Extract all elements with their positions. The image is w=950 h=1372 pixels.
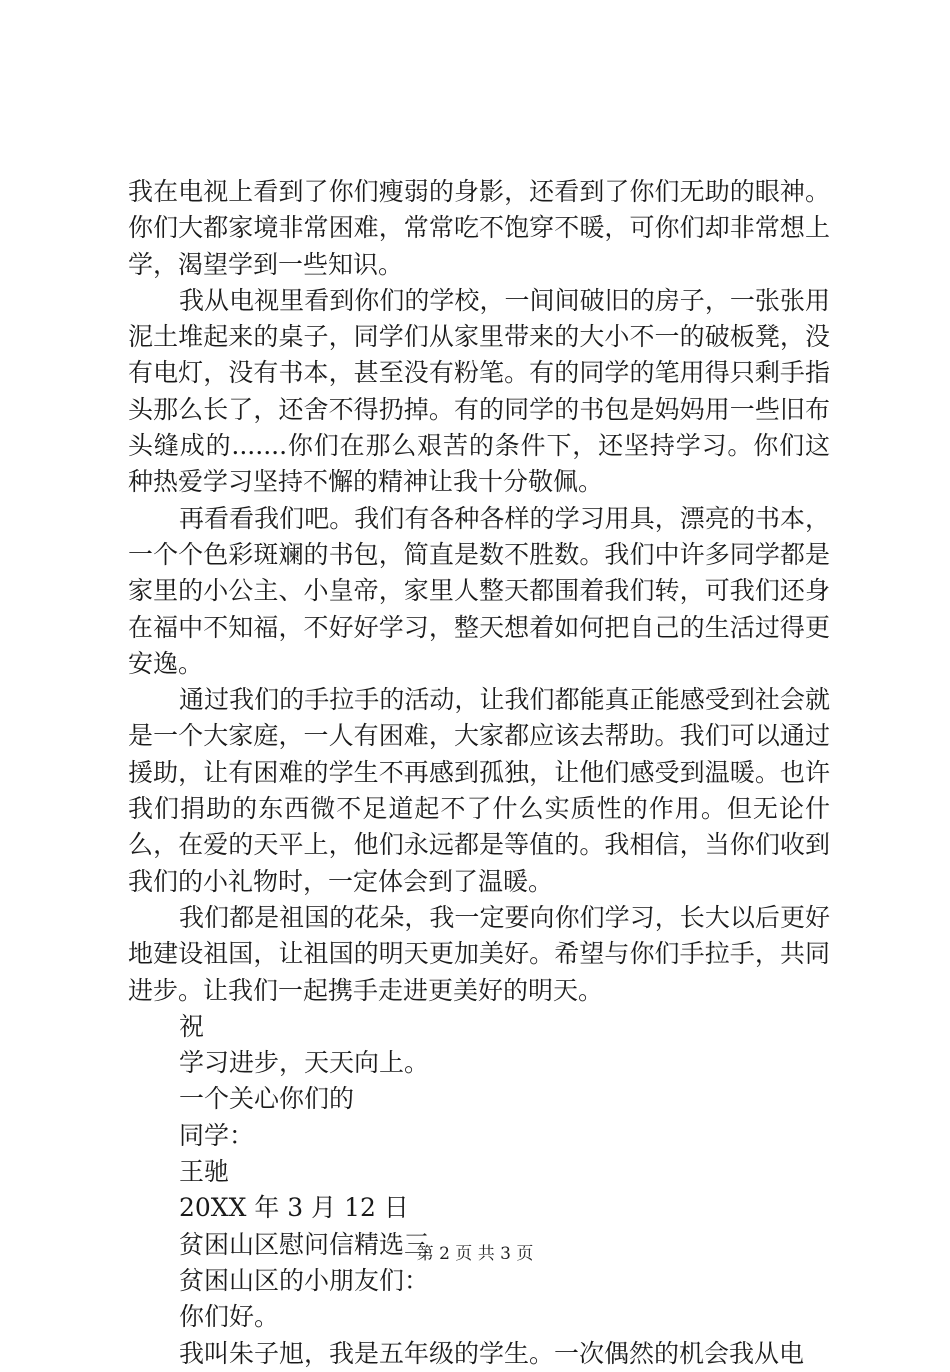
paragraph-5: 我们都是祖国的花朵，我一定要向你们学习，长大以后更好地建设祖国，让祖国的明天更加美好。希望与你们手拉手，共同进步。让我们一起携手走进更美好的明天。 — [128, 902, 830, 1005]
letter-body — [128, 174, 830, 1372]
sender-line-1: 一个关心你们的 — [179, 1084, 355, 1114]
greeting-hello: 你们好。 — [179, 1302, 280, 1332]
page-number-footer: 第 2 页 共 3 页 — [416, 1244, 534, 1264]
greeting-recipient: 贫困山区的小朋友们： — [179, 1265, 430, 1295]
next-letter-opening: 我叫朱子旭，我是五年级的学生。一次偶然的机会我从电 — [179, 1338, 805, 1368]
paragraph-4: 通过我们的手拉手的活动，让我们都能真正能感受到社会就是一个大家庭，一人有困难，大家都应该去帮助。我们可以通过援助，让有困难的学生不再感到孤独，让他们感受到温暖。也许我们捐助的东西微不足道起不了什么实质性的作用。但无论什么，在爱的天平上，他们永远都是等值的。我相信，当你们收到我们的小礼物时，一定体会到了温暖。 — [128, 685, 830, 896]
salutation-line: 祝 — [179, 1011, 205, 1041]
paragraph-3: 再看看我们吧。我们有各种各样的学习用具，漂亮的书本，一个个色彩斑斓的书包，简直是数不胜数。我们中许多同学都是家里的小公主、小皇帝，家里人整天都围着我们转，可我们还身在福中不知福，不好好学习，整天想着如何把自己的生活过得更安逸。 — [128, 503, 830, 678]
letter-date: 20XX 年 3 月 12 日 — [179, 1193, 409, 1223]
signature-name: 王驰 — [179, 1157, 230, 1187]
section-heading: 贫困山区慰问信精选三 — [179, 1229, 430, 1259]
paragraph-2: 我从电视里看到你们的学校，一间间破旧的房子，一张张用泥土堆起来的桌子，同学们从家里带来的大小不一的破板凳，没有电灯，没有书本，甚至没有粉笔。有的同学的笔用得只剩手指头那么长了，还舍不得扔掉。有的同学的书包是妈妈用一些旧布头缝成的.......你们在那么艰苦的条件下，还坚持学习。你们这种热爱学习坚持不懈的精神让我十分敬佩。 — [128, 285, 830, 497]
sender-line-2: 同学： — [179, 1120, 255, 1150]
paragraph-1: 我在电视上看到了你们瘦弱的身影，还看到了你们无助的眼神。你们大都家境非常困难，常常吃不饱穿不暖，可你们却非常想上学，渴望学到一些知识。 — [128, 177, 830, 279]
wish-line: 学习进步，天天向上。 — [179, 1048, 430, 1078]
